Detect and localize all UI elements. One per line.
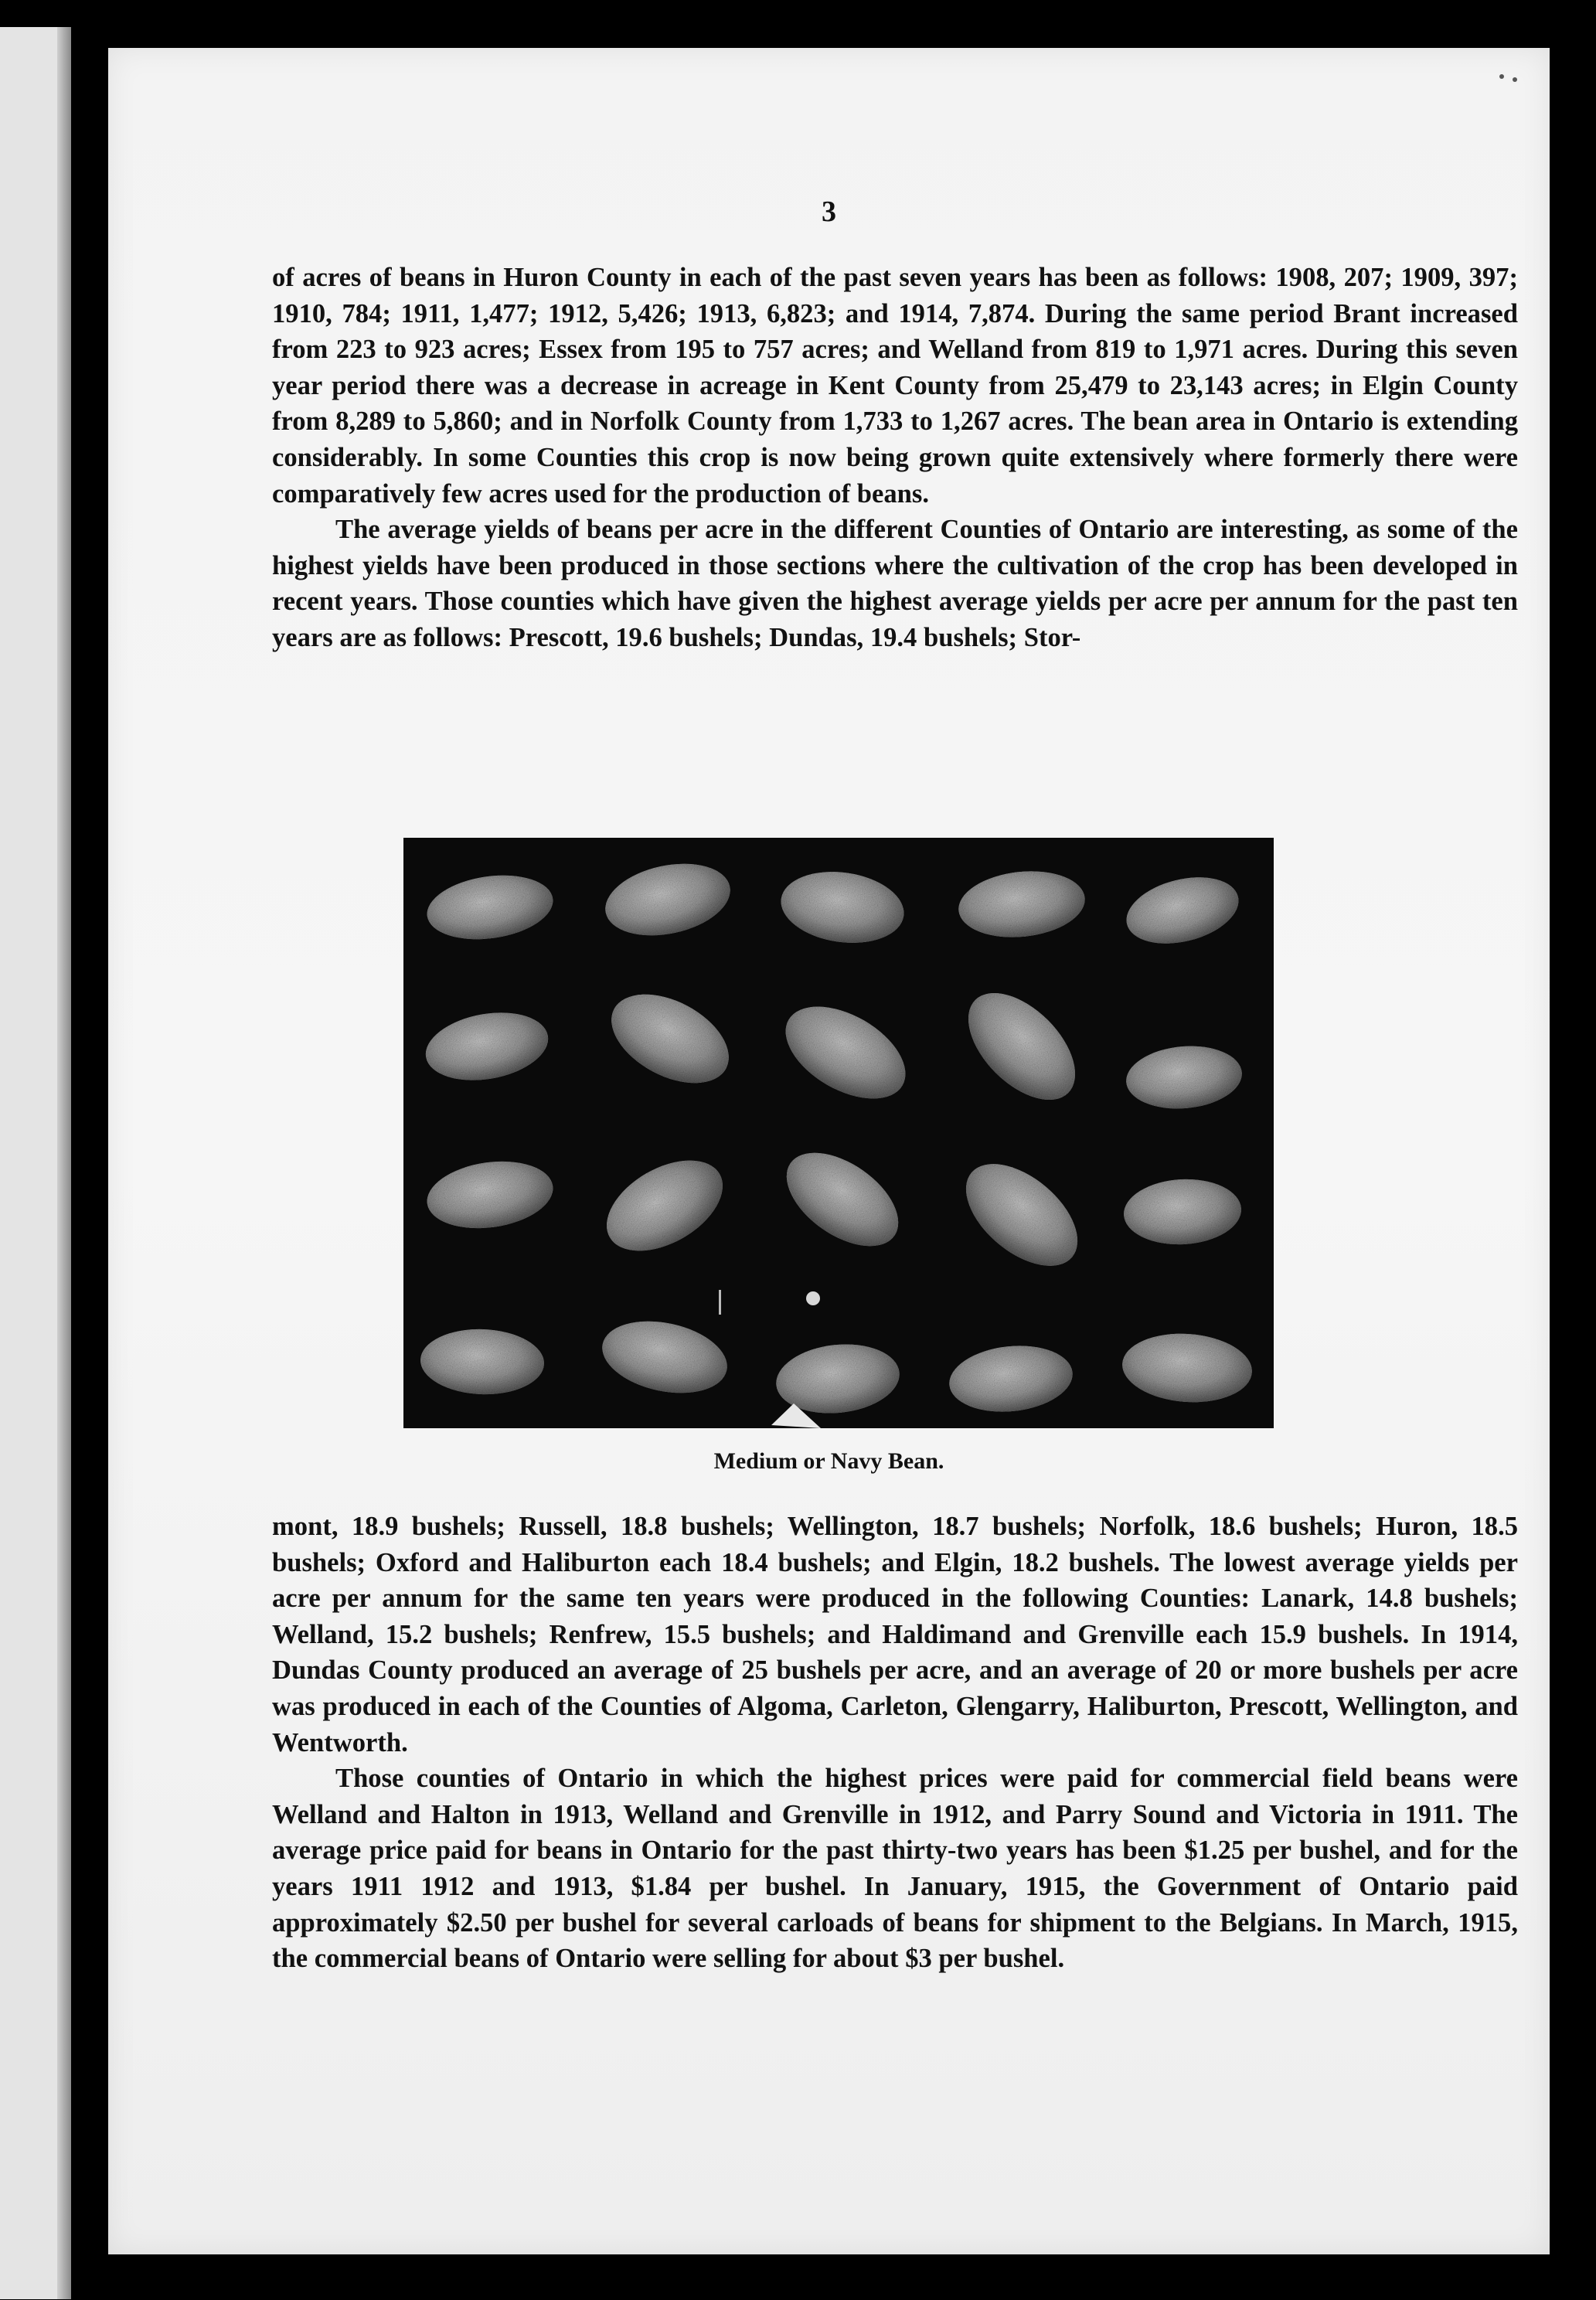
bean — [777, 864, 909, 950]
figure-caption: Medium or Navy Bean. — [713, 1448, 944, 1474]
bean — [591, 1141, 738, 1269]
bean — [599, 853, 737, 946]
bean — [770, 988, 921, 1118]
bean — [423, 1154, 557, 1236]
paragraph: Those counties of Ontario in which the highest prices were paid for commercial field beans were Welland and Halton in 1913, Welland and Grenville in 1912, and Parry Sound and Victoria in 1911. The average price paid for beans in Ontario for the past thirty-two years has been $1.25 per bushel, and for the years 1911 1912 and 1913, $1.84 per bushel. In January, 1915, the Government of Ontario paid approximately $2.50 per bushel for several carloads of beans for shipment to the Belgians. In March, 1915, the commercial beans of Ontario were selling for about $3 per bushel. — [272, 1764, 1518, 1974]
bean-photograph — [403, 838, 1274, 1428]
bean — [1120, 1329, 1254, 1407]
page-number: 3 — [822, 196, 836, 228]
text-block-top — [272, 260, 1518, 656]
text-block-bottom — [272, 1509, 1518, 1977]
bean — [420, 1327, 546, 1397]
bean — [949, 974, 1094, 1119]
bean — [596, 1311, 734, 1403]
bean — [770, 1134, 914, 1264]
bean — [948, 1145, 1096, 1286]
paragraph: mont, 18.9 bushels; Russell, 18.8 bushels; Wellington, 18.7 bushels; Norfolk, 18.6 bushels; Huron, 18.5 bushels; Oxford and Haliburton each 18.4 bushels; and Elgin, 18.2 bushels. The lowest average yields per acre per annum for the same ten years were produced in the following Counties: Lanark, 14.8 bushels; Welland, 15.2 bushels; Renfrew, 15.5 bushels; and Haldimand and Grenville each 15.9 bushels. In 1914, Dundas County produced an average of 25 bushels per acre, and an average of 20 or more bushels per acre was produced in each of the Counties of Algoma, Carleton, Glengarry, Haliburton, Prescott, Wellington, and Wentworth. — [272, 1512, 1518, 1757]
bean-grid-image — [403, 838, 1274, 1428]
bean — [423, 868, 557, 947]
bean — [946, 1340, 1076, 1417]
bean — [1122, 1176, 1243, 1247]
bean — [597, 976, 744, 1101]
bean — [1124, 1042, 1244, 1114]
paragraph: The average yields of beans per acre in the different Counties of Ontario are interesting, as some of the highest yields have been produced in those sections where the cultivation of the crop has been developed in recent years. Those counties which have given the highest average yields per acre per annum for the past ten years are as follows: Prescott, 19.6 bushels; Dundas, 19.4 bushels; Stor- — [272, 515, 1518, 652]
bean — [1120, 866, 1246, 954]
bean — [955, 866, 1088, 944]
adjacent-page-edge — [0, 27, 71, 2299]
bean — [420, 1004, 553, 1090]
paragraph: of acres of beans in Huron County in each of the past seven years has been as follows: 1908, 207; 1909, 397; 1910, 784; 1911, 1,477; 1912, 5,426; 1913, 6,823; and 1914, 7,874. During the same period Brant increased from 223 to 923 acres; Essex from 195 to 757 acres; and Welland from 819 to 1,971 acres. During this seven year period there was a decrease in acreage in Kent County from 25,479 to 23,143 acres; in Elgin County from 8,289 to 5,860; and in Norfolk County from 1,733 to 1,267 acres. The bean area in Ontario is extending considerably. In some Counties this crop is now being grown quite extensively where formerly there were comparatively few acres used for the production of beans. — [272, 263, 1518, 509]
document-page — [108, 48, 1550, 2254]
